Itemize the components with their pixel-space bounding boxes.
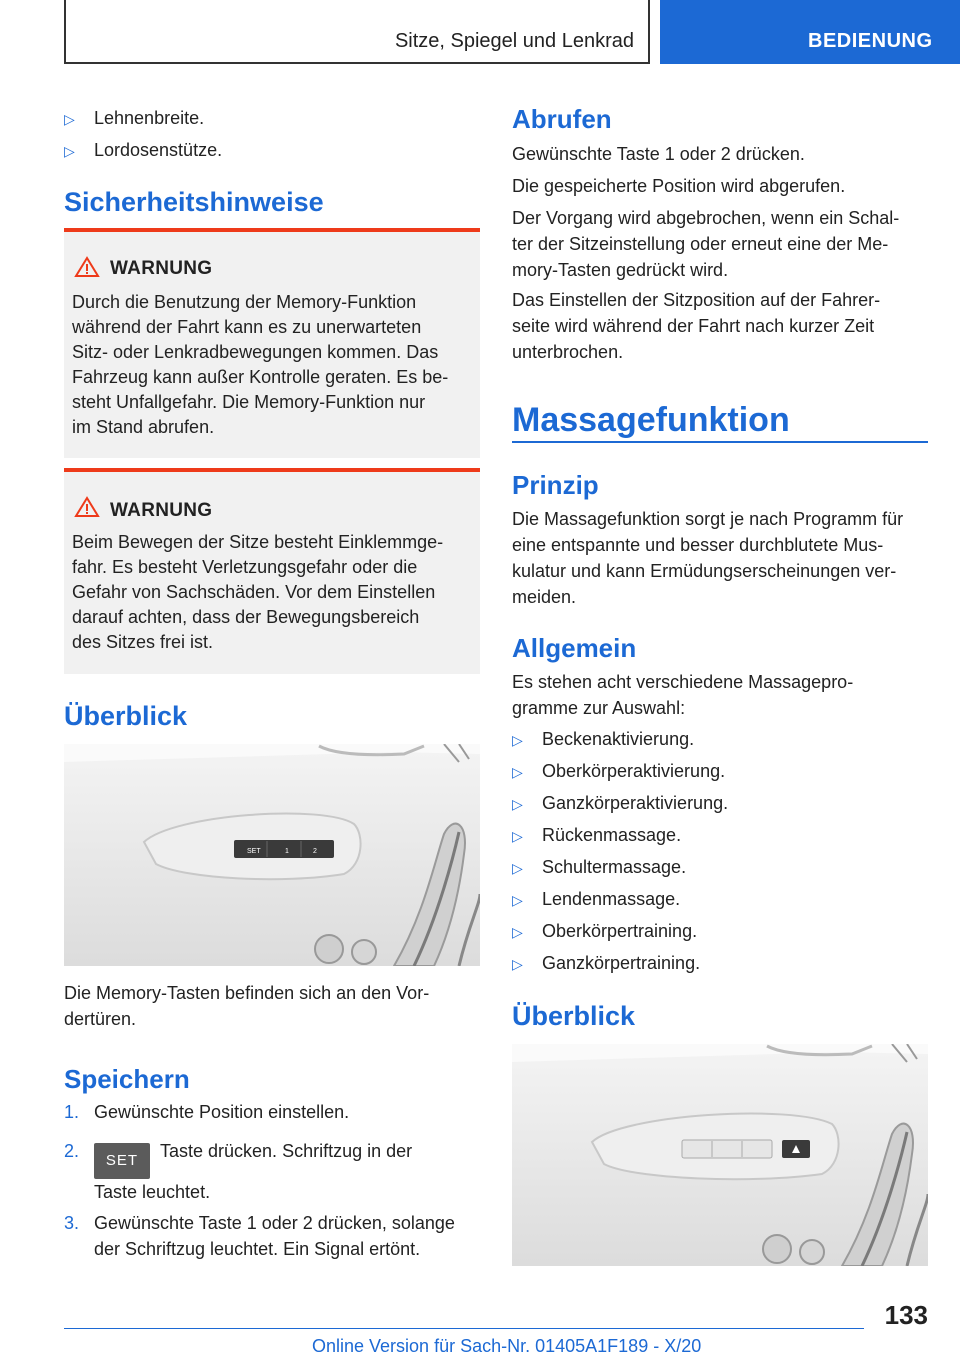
warning-box <box>64 468 480 674</box>
recall-para: Der Vorgang wird abgebrochen, wenn ein Schal- ter der Sitzeinstellung oder erneut eine der Me- mory-Tasten gedrückt wird. <box>512 208 900 280</box>
general-text: Es stehen acht verschiedene Massagepro- gramme zur Auswahl: <box>512 672 854 718</box>
warning-triangle-icon <box>74 496 100 518</box>
photo-key-2-label: 2 <box>313 848 317 855</box>
heading-rule <box>512 441 928 443</box>
header-section-box <box>64 0 650 64</box>
set-key-icon: SET <box>94 1143 150 1179</box>
list-item: ▷ Oberkörperaktivierung. <box>512 759 725 784</box>
triangle-bullet-icon: ▷ <box>64 111 75 127</box>
warning-triangle-icon <box>74 256 100 278</box>
photo-key-1-label: 1 <box>285 848 289 855</box>
recall-para: Die gespeicherte Position wird abgerufen. <box>512 176 846 196</box>
triangle-bullet-icon: ▷ <box>512 924 523 940</box>
step-item: 2. SET Taste drücken. Schriftzug in der Taste leuchtet. <box>64 1138 480 1205</box>
step-item: 1. Gewünschte Position einstellen. <box>64 1099 480 1125</box>
general-heading: Allgemein <box>512 633 637 663</box>
list-item: ▷ Rückenmassage. <box>512 823 681 848</box>
overview-heading: Überblick <box>64 701 188 731</box>
door-memory-keys-photo <box>64 744 480 966</box>
footer-rule <box>64 1328 864 1329</box>
warning-text: Beim Bewegen der Sitze besteht Einklemmge- fahr. Es besteht Verletzungsgefahr oder die Gefahr von Sachschäden. Vor dem Einstellen darauf achten, dass der Bewegungsbereich des Sitzes frei ist. <box>72 532 444 652</box>
footer-online-version: Online Version für Sach-Nr. 01405A1F189 - X/20 <box>312 1336 702 1356</box>
list-item: ▷ Ganzkörperaktivierung. <box>512 791 728 816</box>
step-number: 2. <box>64 1141 80 1161</box>
principle-heading: Prinzip <box>512 470 599 500</box>
list-item: ▷ Schultermassage. <box>512 855 686 880</box>
warning-text: Durch die Benutzung der Memory-Funktion während der Fahrt kann es zu unerwarteten Sitz- oder Lenkradbewegungen kommen. Das Fahrzeug kann außer Kontrolle geraten. Es be- steht Unfallgefahr. Die Memory-Funktion nur im Stand abrufen. <box>72 292 449 437</box>
chapter-tab <box>660 0 960 64</box>
triangle-bullet-icon: ▷ <box>512 892 523 908</box>
triangle-bullet-icon: ▷ <box>512 828 523 844</box>
list-item: ▷ Lordosenstütze. <box>64 138 222 163</box>
step-item: 3. Gewünschte Taste 1 oder 2 drücken, solange der Schriftzug leuchtet. Ein Signal ertönt. <box>64 1210 480 1262</box>
list-item: ▷ Oberkörpertraining. <box>512 919 697 944</box>
photo-caption: Die Memory-Tasten befinden sich an den Vor- dertüren. <box>64 983 430 1029</box>
chapter-tab-label: BEDIENUNG <box>808 30 933 52</box>
section-title: Sitze, Spiegel und Lenkrad <box>394 30 634 52</box>
massage-heading: Massagefunktion <box>512 401 790 439</box>
safety-heading: Sicherheitshinweise <box>64 187 324 217</box>
recall-heading: Abrufen <box>512 104 612 134</box>
overview-heading: Überblick <box>512 1001 636 1031</box>
list-item: ▷ Beckenaktivierung. <box>512 727 694 752</box>
triangle-bullet-icon: ▷ <box>64 143 75 159</box>
triangle-bullet-icon: ▷ <box>512 732 523 748</box>
triangle-bullet-icon: ▷ <box>512 956 523 972</box>
page-number: 133 <box>884 1300 928 1330</box>
list-item: ▷ Lehnenbreite. <box>64 106 204 131</box>
warning-box <box>64 228 480 458</box>
list-item: ▷ Lendenmassage. <box>512 887 680 912</box>
warning-label: WARNUNG <box>110 500 213 521</box>
step-number: 3. <box>64 1213 80 1233</box>
recall-para: Das Einstellen der Sitzposition auf der Fahrer- seite wird während der Fahrt nach kurzer Zeit unterbrochen. <box>512 290 881 362</box>
save-heading: Speichern <box>64 1064 190 1094</box>
triangle-bullet-icon: ▷ <box>512 860 523 876</box>
step-number: 1. <box>64 1102 80 1122</box>
list-item: ▷ Ganzkörpertraining. <box>512 951 700 976</box>
triangle-bullet-icon: ▷ <box>512 764 523 780</box>
door-massage-key-photo <box>512 1044 928 1266</box>
recall-para: Gewünschte Taste 1 oder 2 drücken. <box>512 144 805 164</box>
triangle-bullet-icon: ▷ <box>512 796 523 812</box>
warning-label: WARNUNG <box>110 258 213 279</box>
principle-text: Die Massagefunktion sorgt je nach Programm für eine entspannte und besser durchblutete Mus- kulatur und kann Ermüdungserscheinungen ver- meiden. <box>512 509 904 607</box>
photo-set-label: SET <box>247 848 261 855</box>
